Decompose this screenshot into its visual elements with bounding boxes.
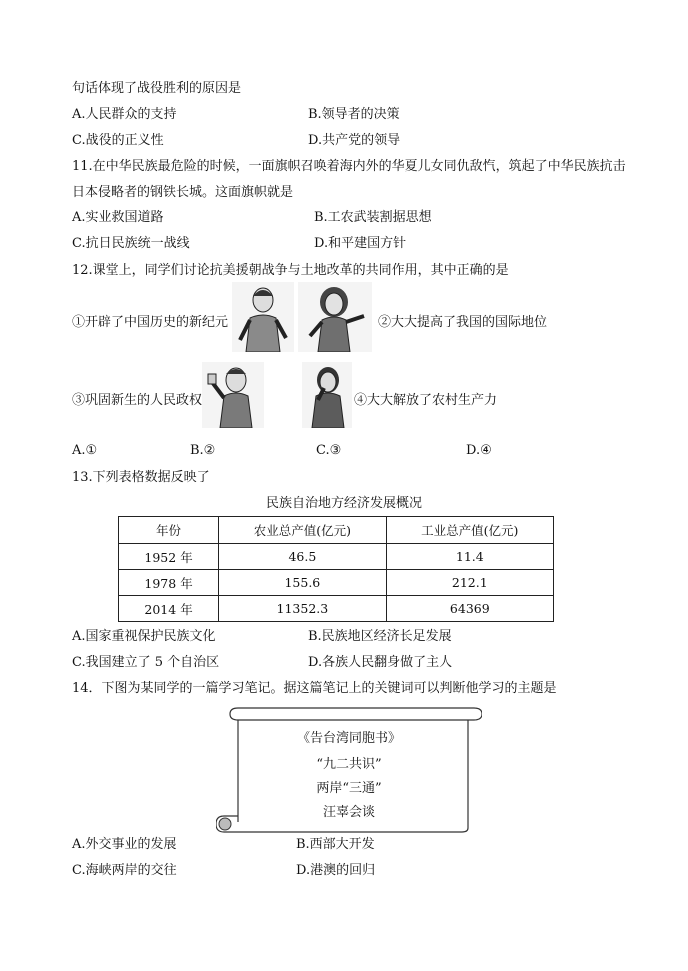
q14-option-a: A.外交事业的发展 [72,837,177,852]
cell-industry: 64369 [386,596,553,622]
q13-stem: 13.下列表格数据反映了 [72,470,210,485]
q11-option-d: D.和平建国方针 [314,236,407,251]
q13-option-b: B.民族地区经济长足发展 [308,629,452,644]
student-raising-hand-figure [202,362,264,428]
q12-stem: 12.课堂上，同学们讨论抗美援朝战争与土地改革的共同作用，其中正确的是 [72,263,509,278]
q12-statement-4: ④大大解放了农村生产力 [354,393,498,408]
note-line-2: “九二共识” [316,757,382,772]
q11-option-b: B.工农武装割据思想 [314,210,432,225]
q13-option-c: C.我国建立了 5 个自治区 [72,655,220,670]
cell-industry: 11.4 [386,544,553,570]
study-note-scroll [216,700,482,836]
q13-option-a: A.国家重视保护民族文化 [72,629,216,644]
student-girl-figure [298,282,372,352]
q12-statement-2: ②大大提高了我国的国际地位 [378,315,548,330]
note-line-3: 两岸“三通” [316,781,382,796]
q12-statement-3: ③巩固新生的人民政权 [72,393,203,408]
table-row [119,596,554,622]
q10-option-b: B.领导者的决策 [308,107,400,122]
economy-table [118,516,554,622]
student-thinking-figure [302,362,352,428]
q12-option-c: C.③ [316,443,342,458]
cell-year: 2014 年 [119,596,219,622]
q11-stem-line1: 11.在中华民族最危险的时候，一面旗帜召唤着海内外的华夏儿女同仇敌忾，筑起了中华民族抗击 [72,159,626,174]
header-industry: 工业总产值(亿元) [386,517,553,544]
q11-option-a: A.实业救国道路 [72,210,164,225]
note-line-1: 《告台湾同胞书》 [296,731,401,746]
q10-option-a: A.人民群众的支持 [72,107,177,122]
intro-line: 句话体现了战役胜利的原因是 [72,81,242,96]
note-line-4: 汪辜会谈 [322,805,375,820]
table-header-row [119,517,554,544]
table-row [119,570,554,596]
q14-option-b: B.西部大开发 [296,837,375,852]
cell-agriculture: 11352.3 [219,596,387,622]
q12-option-a: A.① [72,443,98,458]
cell-industry: 212.1 [386,570,553,596]
q14-stem: 14．下图为某同学的一篇学习笔记。据这篇笔记上的关键词可以判断他学习的主题是 [72,681,557,696]
cell-year: 1978 年 [119,570,219,596]
header-year: 年份 [119,517,219,544]
q14-option-d: D.港澳的回归 [296,863,376,878]
q11-option-c: C.抗日民族统一战线 [72,236,190,251]
table-row [119,544,554,570]
q14-option-c: C.海峡两岸的交往 [72,863,177,878]
q12-option-d: D.④ [466,443,492,458]
cell-year: 1952 年 [119,544,219,570]
q13-option-d: D.各族人民翻身做了主人 [308,655,453,670]
q12-statement-1: ①开辟了中国历史的新纪元 [72,315,229,330]
cell-agriculture: 46.5 [219,544,387,570]
q11-stem-line2: 日本侵略者的钢铁长城。这面旗帜就是 [72,185,294,200]
q10-option-c: C.战役的正义性 [72,133,164,148]
student-boy-figure [232,282,294,352]
header-agriculture: 农业总产值(亿元) [219,517,387,544]
q12-option-b: B.② [190,443,216,458]
table-title: 民族自治地方经济发展概况 [265,496,422,511]
q10-option-d: D.共产党的领导 [308,133,401,148]
cell-agriculture: 155.6 [219,570,387,596]
